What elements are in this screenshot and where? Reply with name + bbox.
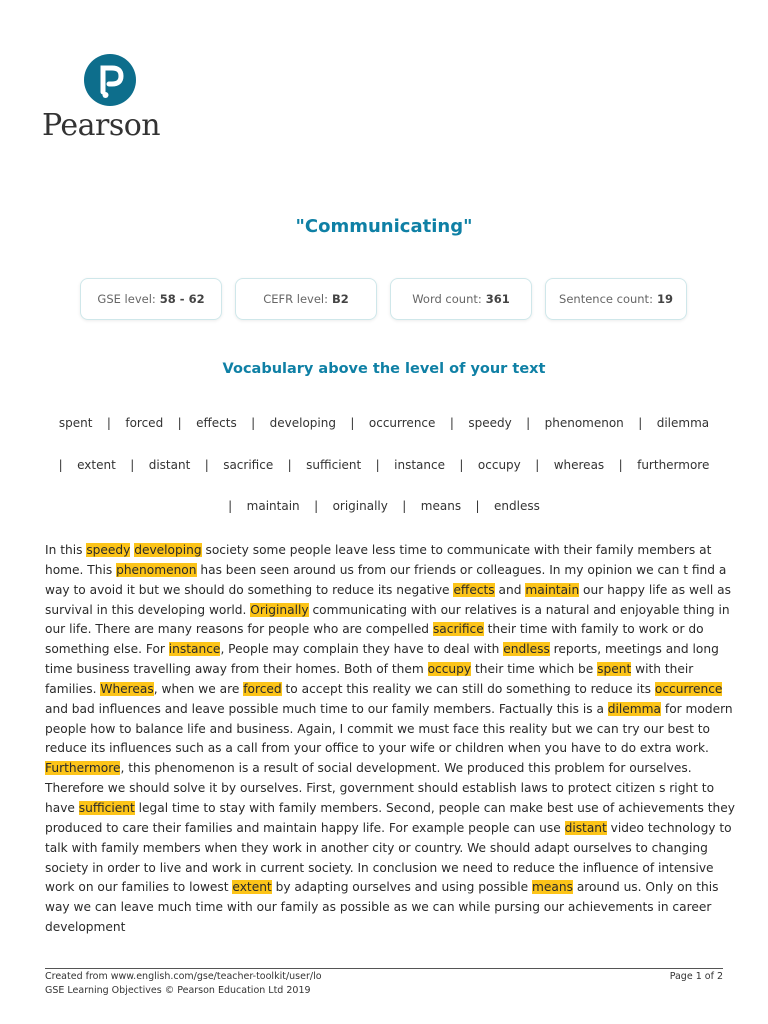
essay-line: [45, 660, 725, 680]
essay-text-segment: , this phenomenon is a result of social development. We produced this problem for ourselves.: [120, 761, 692, 776]
essay-text-segment: around us. Only on this: [572, 880, 719, 895]
stat-value: 361: [485, 292, 510, 306]
essay-text-segment: our happy life as well as: [579, 582, 731, 597]
essay-line: [45, 819, 732, 839]
essay-text-segment: with their: [631, 662, 694, 677]
essay-line: [45, 601, 730, 621]
essay-text-segment: , People may complain they have to deal with: [220, 642, 504, 657]
essay-text-segment: survival in this developing world.: [45, 602, 251, 617]
essay-text-segment: Therefore we should solve it by ourselves. First, government should establish laws to protect citizen s right to: [45, 781, 715, 796]
stat-gse-level: [80, 278, 222, 320]
essay-text-segment: development: [45, 920, 126, 935]
essay-text-segment: way to avoid it but we should do something to reduce its negative: [45, 582, 454, 597]
essay-text-segment: to accept this reality we can still do something to reduce its: [281, 681, 655, 696]
highlighted-vocab-word: dilemma: [607, 701, 662, 716]
stat-label: CEFR level:: [263, 292, 328, 306]
stat-value: B2: [332, 292, 349, 306]
essay-text-segment: and bad influences and leave possible much time to our family members. Factually this is a: [45, 701, 608, 716]
essay-line: [45, 720, 725, 740]
stat-label: Word count:: [412, 292, 482, 306]
highlighted-vocab-word: sufficient: [78, 800, 135, 815]
pearson-logo-icon: [84, 54, 136, 106]
essay-text-segment: their time which be: [471, 662, 598, 677]
highlighted-vocab-word: effects: [453, 582, 495, 597]
stat-label: Sentence count:: [559, 292, 653, 306]
essay-text-segment: and: [494, 582, 526, 597]
essay-text-segment: time business travelling away from their homes. Both of them: [45, 662, 428, 677]
essay-line: [45, 541, 725, 561]
stat-word-count: [390, 278, 532, 320]
highlighted-vocab-word: means: [532, 880, 573, 895]
essay-line: [45, 799, 735, 819]
essay-line: [45, 680, 725, 700]
essay-line: [45, 759, 725, 779]
essay-text-segment: home. This: [45, 562, 117, 577]
essay-text-segment: have: [45, 800, 79, 815]
highlighted-vocab-word: extent: [232, 880, 272, 895]
vocab-row: | extent | distant | sacrifice | sufficient | instance | occupy | whereas | furthermore: [58, 458, 710, 472]
essay-text-segment: people how to balance life and business. Again, I commit we must face this reality but we can try our best to: [45, 721, 710, 736]
highlighted-vocab-word: speedy: [86, 543, 131, 557]
highlighted-vocab-word: maintain: [525, 582, 580, 597]
essay-text-segment: our life. There are many reasons for people who are compelled: [45, 622, 433, 637]
highlighted-vocab-word: forced: [243, 681, 282, 696]
essay-text-segment: legal time to stay with family members. Second, people can make best use of achievements they: [134, 800, 735, 815]
essay-text-segment: reports, meetings and long: [549, 642, 719, 657]
essay-line: [45, 581, 731, 601]
highlighted-vocab-word: occupy: [427, 662, 472, 677]
vocab-heading: Vocabulary above the level of your text: [222, 361, 546, 377]
essay-text-segment: reduce its influences such as a call from your office to your wife or children when you have to do extra work.: [45, 741, 709, 756]
vocab-row: spent | forced | effects | developing | occurrence | speedy | phenomenon | dilemma: [58, 416, 710, 430]
page-number: Page 1 of 2: [669, 971, 723, 982]
essay-text-segment: way we can leave much time with our family as possible as we can while pursing our achievements in career: [45, 900, 712, 915]
essay-line: [45, 878, 725, 898]
highlighted-vocab-word: distant: [564, 820, 607, 835]
essay-line: [45, 739, 725, 759]
essay-text-segment: has been seen around us from our friends or colleagues. In my opinion we can t find a: [196, 562, 727, 577]
highlighted-vocab-word: sacrifice: [432, 622, 484, 637]
highlighted-vocab-word: spent: [597, 662, 632, 677]
document-title: "Communicating": [295, 216, 473, 237]
essay-text-segment: society in order to live and work in current society. In conclusion we need to reduce the influence of intensive: [45, 860, 714, 875]
essay-text-segment: work on our families to lowest: [45, 880, 233, 895]
essay-line: [45, 640, 725, 660]
stat-value: 58 - 62: [159, 292, 205, 306]
essay-text-segment: by adapting ourselves and using possible: [271, 880, 533, 895]
stat-value: 19: [656, 292, 673, 306]
essay-line: [45, 620, 725, 640]
highlighted-vocab-word: instance: [168, 642, 221, 657]
footer-copyright: GSE Learning Objectives © Pearson Education Ltd 2019: [45, 985, 311, 996]
essay-line: [45, 700, 733, 720]
essay-text-segment: produced to care their families and maintain happy life. For example people can use: [45, 820, 565, 835]
essay-line: [45, 779, 725, 799]
highlighted-vocab-word: Whereas: [100, 681, 154, 696]
vocab-row: | maintain | originally | means | endless: [228, 499, 540, 513]
essay-line: [45, 839, 725, 859]
essay-text-segment: families.: [45, 681, 101, 696]
essay-text-segment: talk with family members when they work in another city or country. We should adapt ourselves to changing: [45, 840, 708, 855]
essay-text-segment: video technology to: [606, 820, 732, 835]
pearson-wordmark: Pearson: [42, 108, 161, 143]
highlighted-vocab-word: Furthermore: [45, 761, 121, 776]
essay-line: [45, 918, 725, 938]
essay-text-segment: society some people leave less time to communicate with their family members at: [201, 543, 712, 557]
essay-text-segment: communicating with our relatives is a natural and enjoyable thing in: [308, 602, 730, 617]
stat-cefr-level: [235, 278, 377, 320]
highlighted-vocab-word: phenomenon: [116, 562, 197, 577]
stat-sentence-count: [545, 278, 687, 320]
essay-line: [45, 859, 725, 879]
essay-text-segment: their time with family to work or do: [483, 622, 704, 637]
footer-source: Created from www.english.com/gse/teacher-toolkit/user/lo: [45, 971, 322, 982]
essay-text: [45, 541, 735, 938]
essay-text-segment: for modern: [661, 701, 733, 716]
pearson-logo: [42, 52, 182, 152]
essay-text-segment: In this: [45, 543, 87, 557]
highlighted-vocab-word: Originally: [250, 602, 309, 617]
highlighted-vocab-word: occurrence: [654, 681, 723, 696]
essay-line: [45, 561, 725, 581]
essay-line: [45, 898, 725, 918]
essay-text-segment: something else. For: [45, 642, 169, 657]
footer-divider: [45, 968, 723, 969]
highlighted-vocab-word: developing: [134, 543, 202, 557]
essay-text-segment: , when we are: [153, 681, 244, 696]
stat-label: GSE level:: [97, 292, 156, 306]
highlighted-vocab-word: endless: [503, 642, 550, 657]
